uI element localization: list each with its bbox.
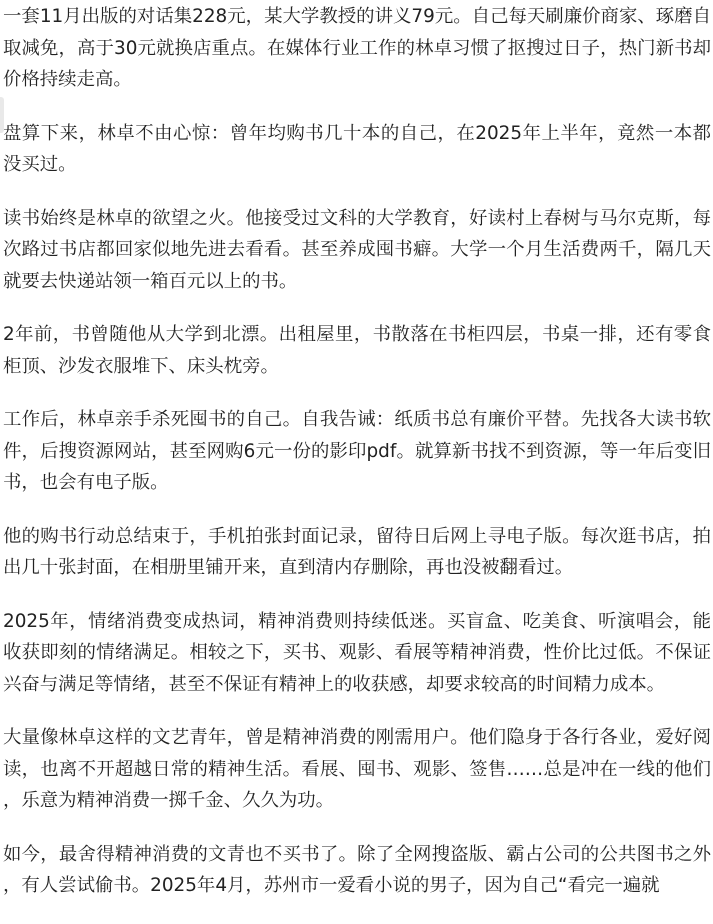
paragraph-5: 工作后，林卓亲手杀死囤书的自己。自我告诫：纸质书总有廉价平替。先找各大读书软件，后搜资源网站，甚至网购6元一份的影印pdf。就算新书找不到资源，等一年后变旧书，也会有电子版。 (3, 409, 711, 493)
paragraph-6: 他的购书行动总结束于，手机拍张封面记录，留待日后网上寻电子版。每次逛书店，拍出几十张封面，在相册里铺开来，直到清内存删除，再也没被翻看过。 (3, 525, 711, 578)
article-body (3, 0, 711, 924)
paragraph-9: 如今，最舍得精神消费的文青也不买书了。除了全网搜盗版、霸占公司的公共图书之外，有人尝试偷书。2025年4月，苏州市一爱看小说的男子，因为自己“看完一遍就 (3, 843, 711, 896)
paragraph-8: 大量像林卓这样的文艺青年，曾是精神消费的刚需用户。他们隐身于各行各业，爱好阅读，也离不开超越日常的精神生活。看展、囤书、观影、签售……总是冲在一线的他们，乐意为精神消费一掷千金、久久为功。 (3, 727, 711, 811)
paragraph-4: 2年前，书曾随他从大学到北漂。出租屋里，书散落在书柜四层，书桌一排，还有零食柜顶、沙发衣服堆下、床头枕旁。 (3, 324, 711, 377)
paragraph-7: 2025年，情绪消费变成热词，精神消费则持续低迷。买盲盒、吃美食、听演唱会，能收获即刻的情绪满足。相较之下，买书、观影、看展等精神消费，性价比过低。不保证兴奋与满足等情绪，甚至不保证有精神上的收获感，却要求较高的时间精力成本。 (3, 610, 711, 695)
paragraph-3: 读书始终是林卓的欲望之火。他接受过文科的大学教育，好读村上春树与马尔克斯，每次路过书店都回家似地先进去看看。甚至养成囤书癖。大学一个月生活费两千，隔几天就要去快递站领一箱百元以上的书。 (3, 207, 711, 292)
paragraph-1: 一套11月出版的对话集228元，某大学教授的讲义79元。自己每天刷廉价商家、琢磨自取减免，高于30元就换店重点。在媒体行业工作的林卓习惯了抠搜过日子，热门新书却价格持续走高。 (3, 6, 711, 90)
paragraph-2: 盘算下来，林卓不由心惊：曾年均购书几十本的自己，在2025年上半年，竟然一本都没买过。 (3, 122, 711, 175)
